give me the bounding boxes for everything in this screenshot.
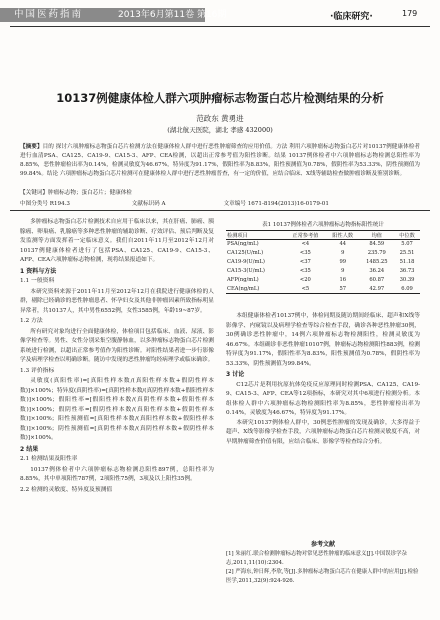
authors: 范政东 黄勇进 <box>196 114 244 123</box>
paragraph: 本组健康体检者10137例中，体检同期及随访期间经临床、超声和X线等影像学、内窥镜以及病理学检查等综合检查手段，确诊各种恶性肿瘤30例，30例确诊恶性肿瘤中，14例六项肿瘤标志物检测阳性，检测灵敏度为46.67%。本组确诊非恶性肿瘤10107例，肿瘤标志物检测阳性883例，检测特异度为91.17%，假阳性率为8.83%，阳性预测值为0.78%，假阴性率为53.33%，阴性预测值为99.84%。 <box>226 313 420 367</box>
table-row <box>226 258 420 267</box>
table-row <box>226 276 420 285</box>
table-body <box>226 240 420 294</box>
table-cell: 60.87 <box>369 277 385 283</box>
table-cell: 44 <box>339 241 347 248</box>
table-cell: 84.59 <box>369 241 385 248</box>
table-cell: 51.18 <box>399 259 415 265</box>
abstract-label: 【摘要】 <box>20 144 43 150</box>
table-cell: 9 <box>341 250 345 256</box>
paragraph: 多肿瘤标志物蛋白芯片检测技术自应用于临床以来，其在肝癌、肺癌、胰腺癌、卵巢癌、乳腺癌等多种恶性肿瘤的辅助诊断、疗效评估、预后判断及复发监测等方面发挥着一定临床意义。我们自2011年11月至2012年12月对10137例健康体检者进行了包括PSA、CA125、CA19-9、CA15-3、AFP、CEA六项肿瘤标志物检测，现将结果报道如下。 <box>20 219 214 263</box>
table-cell: CA15-3(U/mL) <box>227 268 265 274</box>
article-number: 文章编号 1671-8194(2013)16-0179-01 <box>223 201 329 207</box>
marker-table <box>226 230 420 294</box>
journal-name: 中国医药指南 <box>14 9 84 20</box>
paragraph: 本研究资料来源于2011年11月至2012年12月在我院进行健康体检的人群，剔除已经确诊的恶性肿瘤患者、怀孕妇女及其他非肿瘤因素所致指标明显异常者，共10137人，其中男性6552例，女性3585例，年龄19~87岁。 <box>20 288 214 314</box>
keywords: 【关键词】肿瘤标志物；蛋白芯片；健康体检 <box>20 190 132 196</box>
section-heading: 1.2 方法 <box>20 318 43 324</box>
left-column <box>20 218 214 496</box>
table-header-cell: 检测项目 <box>227 232 248 239</box>
paragraph: 10137例体检者中六项肿瘤标志物检测总阳性897例，总阳性率为8.85%，其中单项阳性787例，2项阳性75例，3项及以上阳性35例。 <box>20 466 214 482</box>
table-cell: 42.97 <box>369 285 385 292</box>
table-cell: 235.79 <box>367 250 386 256</box>
doc-code: 文献标识码 A <box>131 201 166 207</box>
paragraph: 本研究10137例体检人群中，30例恶性肿瘤的发现及确诊，大多得益于超声、X线等影像学检查手段，六项肿瘤标志物蛋白芯片检测灵敏度不高，对早期肿瘤筛查价值有限，应结合临床、影像学等检查综合分析。 <box>226 419 420 445</box>
paragraph: 灵敏度(真阳性率)=[真阳性样本数/(真阳性样本数+假阴性样本数)]×100%；特异度(真阴性率)=[真阴性样本数/(真阴性样本数+假阳性样本数)]×100%；假阳性率=[假阳性样本数/(真阴性样本数+假阳性样本数)]×100%；假阴性率=[假阴性样本数/(真阳性样本数+假阴性样本数)]×100%；阳性预测值=[真阳性样本数/(真阳性样本数+假阳性样本数)]×100%；阴性预测值=[真阴性样本数/(真阴性样本数+假阴性样本数)]×100%。 <box>20 378 214 441</box>
section-heading: 2.1 检测结果及阳性率 <box>20 456 78 462</box>
table-cell: 30.39 <box>399 277 415 283</box>
table-row <box>226 240 420 249</box>
table-cell: 9 <box>341 268 345 274</box>
table-cell: 1485.25 <box>366 259 388 265</box>
table-cell: AFP(ng/mL) <box>227 277 259 283</box>
section-heading: 1.3 评价指标 <box>20 367 55 374</box>
section-heading: 1.1 一般资料 <box>20 278 55 284</box>
abstract-rule <box>10 210 430 211</box>
table-cell: 6.09 <box>401 285 413 292</box>
table-cell: CA125(U/mL) <box>227 250 264 256</box>
table-header-row <box>226 231 420 240</box>
table-cell: <35 <box>299 268 311 274</box>
table-header-cell: 正常参考值 <box>292 232 319 239</box>
paragraph: 所有研究对象均进行全面健康体检，体检项目包括临床、血液、尿液、影像学检查等。男性、女性分别采集空腹静脉血，以多肿瘤标志物蛋白芯片检测系统进行检测，以超出正常参考值作为阳性诊断。对阳性结果者进一步行影像学及病理学检查以明确诊断。随访中发现的恶性肿瘤均经病理学或临床确诊。 <box>20 328 214 363</box>
table-cell: 25.51 <box>399 250 415 256</box>
table-cell: 16 <box>339 277 347 283</box>
table-cell: PSA(ng/mL) <box>227 241 259 248</box>
table-row <box>226 285 420 294</box>
affiliation: (湖北航天医院，湖北 孝感 432000) <box>167 126 273 134</box>
page-number: 179 <box>402 9 418 18</box>
table-header-cell: 阳性人数 <box>332 232 354 239</box>
right-column <box>226 312 420 447</box>
section-heading: 1 资料与方法 <box>20 267 57 275</box>
table-cell: <5 <box>301 285 310 292</box>
clc-number: 中图分类号 R194.3 <box>20 201 70 207</box>
table-cell: 5.07 <box>401 241 413 248</box>
section-heading: 3 讨论 <box>226 371 245 378</box>
page-header <box>0 0 440 32</box>
table-header-cell: 均值 <box>371 232 382 239</box>
table-cell: 36.73 <box>399 268 415 274</box>
table-cell: <4 <box>301 241 310 248</box>
table-cell: 57 <box>339 285 347 292</box>
table-cell: <37 <box>299 259 311 265</box>
references-title: 参考文献 <box>310 541 335 548</box>
reference-list <box>226 550 420 586</box>
table-row <box>226 267 420 276</box>
section-label: ·临床研究· <box>330 12 373 22</box>
table-row <box>226 249 420 258</box>
table-caption: 表1 10137例体检者六项肿瘤标志物指标阳性统计 <box>262 222 384 228</box>
abstract-text: 目的 探讨六项肿瘤标志物蛋白芯片检测方法在健康体检人群中进行恶性肿瘤筛查的应用价值。方法 利用六项肿瘤标志物蛋白芯片对10137例健康体检者进行血清PSA、CA125、CA19-9、CA15-3、AFP、CEA检测，以超出正常参考值为阳性诊断。结果 10137例体检者中六项肿瘤标志物检测总阳性率为8.85%，恶性肿瘤检出率为0.14%，检测灵敏度为46.67%，特异度为91.17%，假阳性率为8.83%，阳性预测值为0.78%，假阴性率为53.33%，阴性预测值为99.84%。结论 六项肿瘤标志物蛋白芯片检测可在健康体检人群中进行恶性肿瘤普查，有一定的价值，应结合临床、X线等辅助检查做肿瘤诊断及鉴别诊断。 <box>20 144 420 177</box>
reference-item: [1] 朱丽红.联合检测肿瘤标志物对常见恶性肿瘤的临床意义[J].中国误诊学杂志,2011,11(10):2304. <box>226 551 407 566</box>
reference-item: [2] 严海东,钟日辉,李欣,等[J].多肿瘤标志物蛋白芯片在健康人群中的应用[J].检验医学,2011,32(9):924-926. <box>226 569 419 584</box>
table-cell: 36.24 <box>369 268 385 274</box>
header-rule <box>10 26 430 27</box>
issue-info: 2013年6月第11卷 第16期 <box>118 10 227 20</box>
references <box>226 540 420 586</box>
article-meta <box>20 199 420 207</box>
table-cell: <20 <box>299 277 311 283</box>
paragraph: C12芯片是利用抗原抗体免疫反应原理同时检测PSA、CA125、CA19-9、CA15-3、AFP、CEA等12项指标，本研究对其中6项进行检测分析。本组体检人群中六项肿瘤标志物检测阳性率为8.85%，恶性肿瘤检出率为0.14%，灵敏度为46.67%，特异度为91.17%。 <box>226 381 420 416</box>
table-cell: 99 <box>339 259 347 265</box>
section-heading: 2 结果 <box>20 445 39 453</box>
table-header-cell: 中位数 <box>399 232 415 239</box>
table-cell: CEA(ng/mL) <box>227 285 260 292</box>
abstract <box>20 143 420 179</box>
article-title: 10137例健康体检人群六项肿瘤标志物蛋白芯片检测结果的分析 <box>56 91 384 105</box>
table-cell: CA19-9(U/mL) <box>227 259 265 265</box>
table-cell: <35 <box>299 250 311 256</box>
section-heading: 2.2 检测的灵敏度、特异度及预测值 <box>20 486 113 493</box>
